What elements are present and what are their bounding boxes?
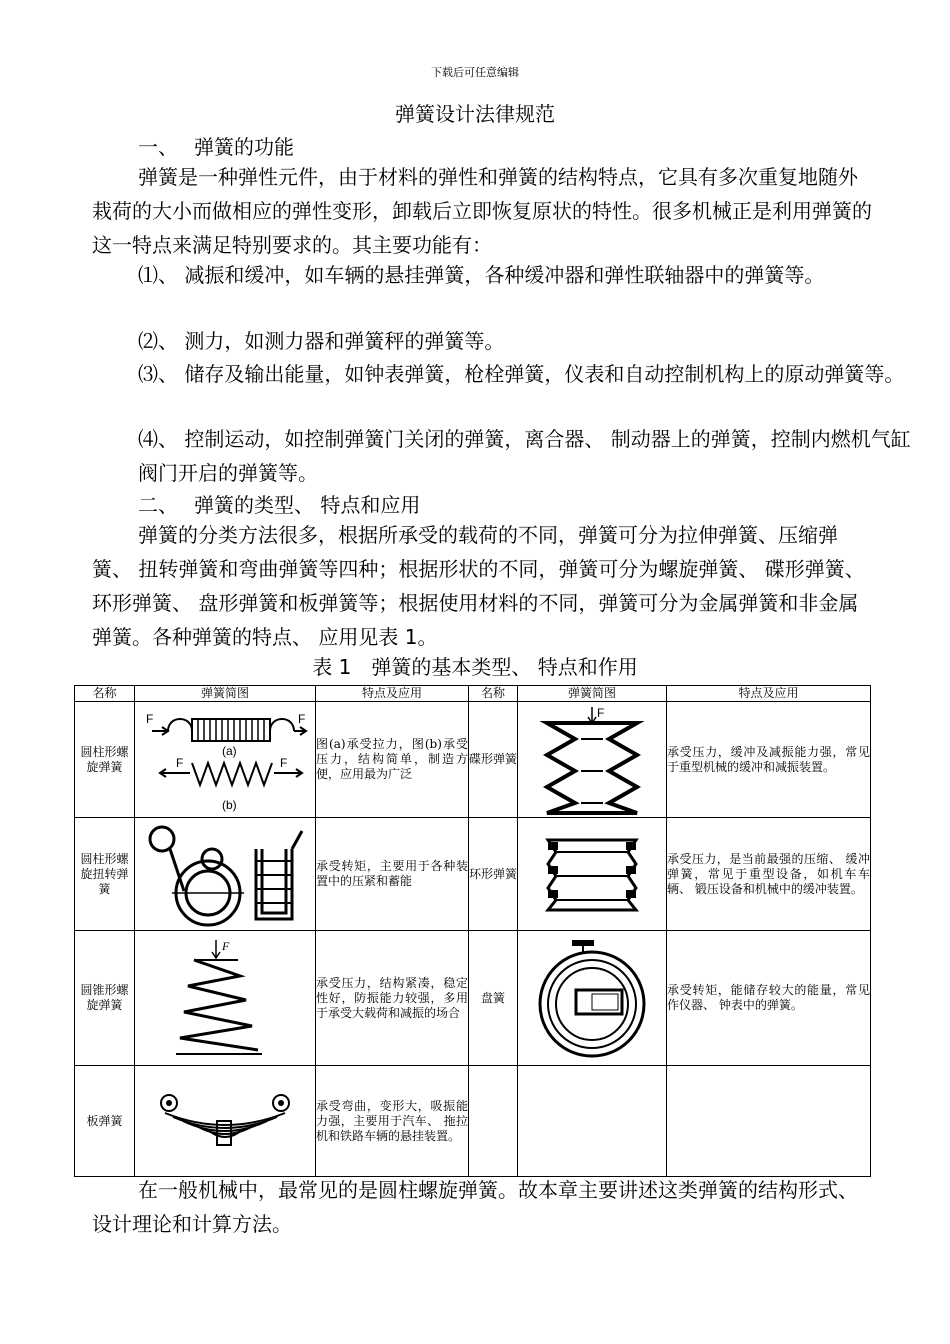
spring-description: 承受压力，缓冲及减振能力强，常见于重型机械的缓冲和减振装置。 xyxy=(667,702,871,818)
section-heading-2 xyxy=(138,489,420,518)
spring-description: 承受弯曲，变形大，吸振能力强，主要用于汽车、 拖拉机和铁路车辆的悬挂装置。 xyxy=(316,1066,469,1177)
section-title: 弹簧的功能 xyxy=(194,135,294,159)
section-title: 弹簧的类型、 特点和应用 xyxy=(194,493,421,517)
conical-spring-figure xyxy=(135,931,316,1066)
section-number: 一、 xyxy=(138,135,178,159)
figure-label-a: (a) xyxy=(222,743,237,758)
function-item-3: ⑶、 储存及输出能量，如钟表弹簧，枪栓弹簧，仪表和自动控制机构上的原动弹簧等。 xyxy=(138,362,905,386)
empty-figure-cell xyxy=(518,1066,667,1177)
figure-label-b: (b) xyxy=(222,797,237,812)
table-caption: 表 1 弹簧的基本类型、 特点和作用 xyxy=(312,655,638,679)
column-header: 特点及应用 xyxy=(667,686,871,702)
spring-name: 圆锥形螺旋弹簧 xyxy=(75,931,135,1066)
table-row xyxy=(75,931,871,1066)
column-header: 名称 xyxy=(75,686,135,702)
spring-name: 圆柱形螺旋扭转弹簧 xyxy=(75,818,135,931)
spring-description: 承受转矩，主要用于各种装置中的压紧和蓄能 xyxy=(316,818,469,931)
leaf-spring-figure xyxy=(135,1066,316,1177)
table-row xyxy=(75,818,871,931)
spring-name xyxy=(469,1066,518,1177)
spring-description: 图(a)承受拉力，图(b)承受压力，结构简单，制造方便，应用最为广泛 xyxy=(316,702,469,818)
page-header-note: 下载后可任意编辑 xyxy=(431,66,519,79)
function-item-1: ⑴、 减振和缓冲，如车辆的悬挂弹簧，各种缓冲器和弹性联轴器中的弹簧等。 xyxy=(138,263,825,287)
column-header: 弹簧简图 xyxy=(518,686,667,702)
force-label: F xyxy=(597,705,605,720)
document-title: 弹簧设计法律规范 xyxy=(395,102,555,126)
table-row xyxy=(75,1066,871,1177)
ring-spring-figure xyxy=(518,818,667,931)
spring-description: 承受压力，结构紧凑，稳定性好，防振能力较强，多用于承受大载荷和减振的场合 xyxy=(316,931,469,1066)
force-label: F xyxy=(176,755,184,770)
section-number: 二、 xyxy=(138,493,178,517)
closing-paragraph: 在一般机械中，最常见的是圆柱螺旋弹簧。故本章主要讲述这类弹簧的结构形式、 设计理论和计算方法。 xyxy=(92,1178,858,1236)
column-header: 弹簧简图 xyxy=(135,686,316,702)
section-heading-1 xyxy=(138,131,294,160)
spring-description xyxy=(667,1066,871,1177)
spring-types-table xyxy=(74,685,871,1177)
table-header-row xyxy=(75,686,871,702)
cylindrical-helical-spring-figure xyxy=(135,702,316,818)
spiral-spring-figure xyxy=(518,931,667,1066)
spring-description: 承受转矩，能储存较大的能量，常见作仪器、 钟表中的弹簧。 xyxy=(667,931,871,1066)
intro-paragraph: 弹簧是一种弹性元件，由于材料的弹性和弹簧的结构特点，它具有多次重复地随外栽荷的大小而做相应的弹性变形，卸载后立即恢复原状的特性。很多机械正是利用弹簧的这一特点来满足特别要求的。其主要功能有： xyxy=(92,165,872,257)
table-row xyxy=(75,702,871,818)
spring-name: 碟形弹簧 xyxy=(469,702,518,818)
function-item-2: ⑵、 测力，如测力器和弹簧秤的弹簧等。 xyxy=(138,329,505,353)
force-label: F xyxy=(146,711,154,726)
column-header: 名称 xyxy=(469,686,518,702)
classification-paragraph: 弹簧的分类方法很多，根据所承受的载荷的不同，弹簧可分为拉伸弹簧、压缩弹簧、 扭转弹簧和弯曲弹簧等四种；根据形状的不同，弹簧可分为螺旋弹簧、 碟形弹簧、 环形弹簧、 盘形弹簧和板弹簧等；根据使用材料的不同，弹簧可分为金属弹簧和非金属弹簧。各种弹簧的特点、 应用见表 1。 xyxy=(92,523,865,649)
force-label: F xyxy=(298,711,306,726)
spring-name: 环形弹簧 xyxy=(469,818,518,931)
force-label: F xyxy=(222,939,230,953)
disc-spring-figure xyxy=(518,702,667,818)
spring-name: 圆柱形螺旋弹簧 xyxy=(75,702,135,818)
column-header: 特点及应用 xyxy=(316,686,469,702)
spring-name: 板弹簧 xyxy=(75,1066,135,1177)
spring-description: 承受压力，是当前最强的压缩、 缓冲弹簧，常见于重型设备，如机车车辆、 锻压设备和机械中的缓冲装置。 xyxy=(667,818,871,931)
spring-name: 盘簧 xyxy=(469,931,518,1066)
force-label: F xyxy=(280,755,288,770)
torsion-spring-figure xyxy=(135,818,316,931)
function-item-4: ⑷、 控制运动，如控制弹簧门关闭的弹簧，离合器、 制动器上的弹簧，控制内燃机气缸阀门开启的弹簧等。 xyxy=(138,427,911,485)
